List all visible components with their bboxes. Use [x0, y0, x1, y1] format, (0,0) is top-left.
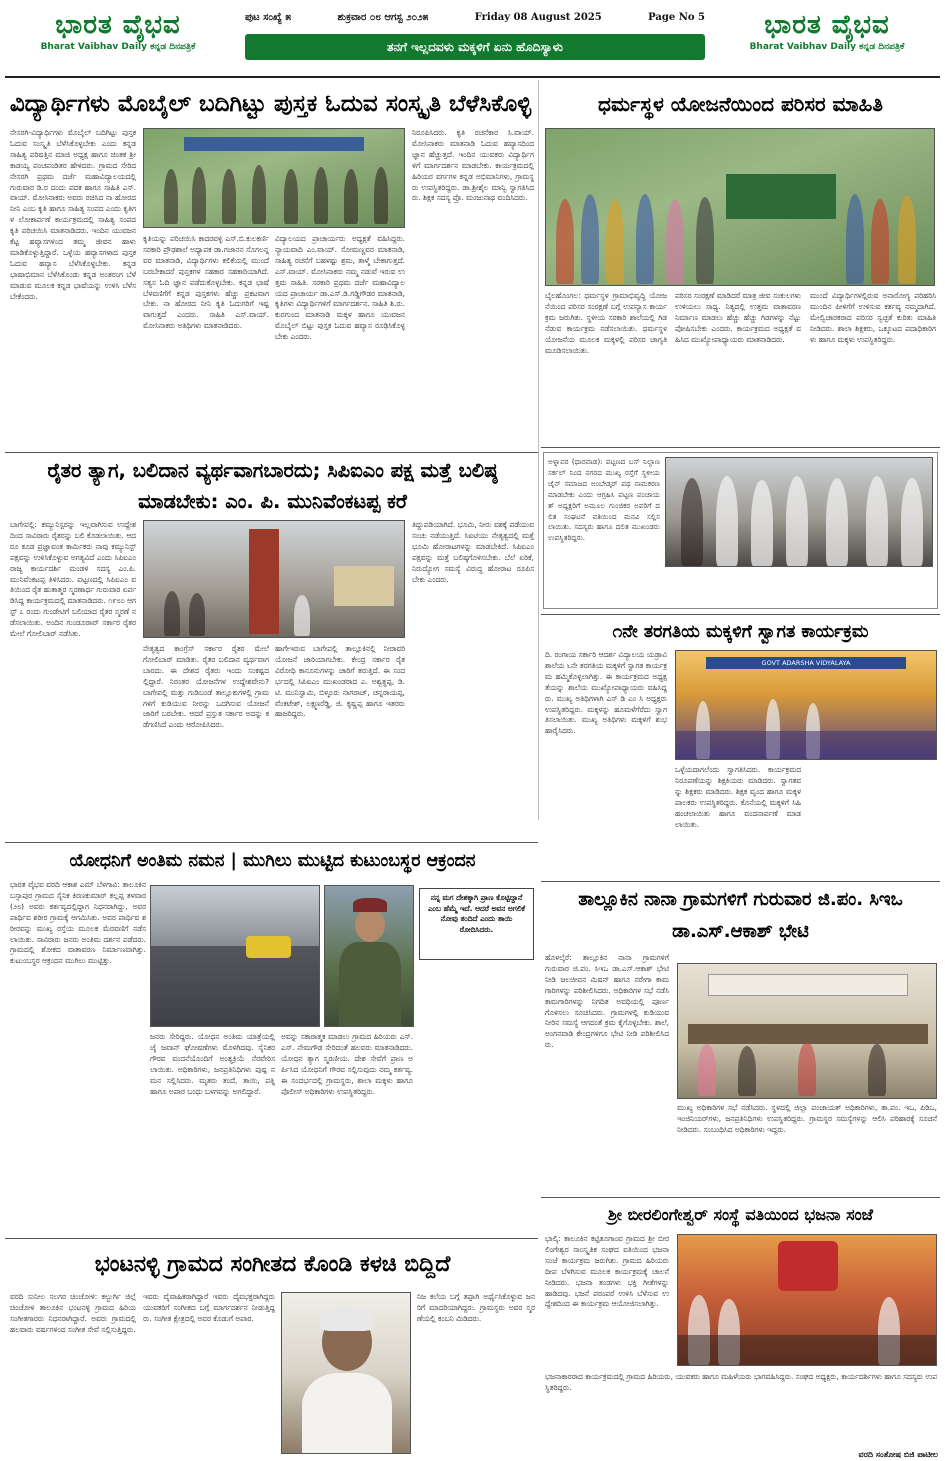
mother-quote: ನನ್ನ ಮಗ ದೇಶಕ್ಕಾಗಿ ಪ್ರಾಣ ಕೊಟ್ಟಿದ್ದಾನೆ ಎಂಬ ಹೆಮ್ಮೆ ಇದೆ. ಆದರೆ ಅವನ ಅಗಲಿಕೆ ನೋವು ತಂದಿದೆ ಎಂದು ತಾಯಿ ರೋದಿಸಿದರು.	[419, 888, 534, 960]
article-8-headline: ಶ್ರೀ ಬೀರಲಿಂಗೇಶ್ವರ್ ಸಂಸ್ಥೆ ವತಿಯಿಂದ ಭಜನಾ ಸಂಜೆ	[607, 1205, 874, 1224]
page-number: Page No 5	[648, 12, 705, 23]
students-crowd	[676, 731, 937, 760]
article-9-headline: ಭಂಟನಳ್ಳಿ ಗ್ರಾಮದ ಸಂಗೀತದ ಕೊಂಡಿ ಕಳಚಿ ಬಿದ್ದಿದೆ	[94, 1252, 451, 1277]
article-1-headline: ವಿದ್ಯಾರ್ಥಿಗಳು ಮೊಬೈಲ್ ಬದಿಗಿಟ್ಟು ಪುಸ್ತಕ ಓದುವ ಸಂಸ್ಕೃತಿ ಬೆಳೆಸಿಕೊಳ್ಳಿ	[9, 91, 532, 117]
article-1-col-3: ವಿದ್ಯಾಲಯದ ಪ್ರಾಚಾರ್ಯರು ಅಧ್ಯಕ್ಷತೆ ವಹಿಸಿದ್ದರು. ನ್ಯಾಯವಾದಿ ಎಂ.ವಾಯ್. ಸೋಮಣ್ಣವರ ಮಾತನಾಡಿ, ಸಾಹಿತ್ಯ ರಚನೆಗೆ ಬಹಳಷ್ಟು ಶ್ರಮ, ತಾಳ್ಮೆ ಬೇಕಾಗುತ್ತದೆ. ಎಸ್.ವಾಯ್. ಮೋಸಿನಾಕರು ನಮ್ಮ ನಡುವೆ ಇರುವ ಉತ್ತಮ ಸಾಹಿತಿ. ಸರಕಾರಿ ಪ್ರಥಮ ದರ್ಜೆ ಮಹಾವಿದ್ಯಾಲಯದ ಪ್ರಾಚಾರ್ಯ ಡಾ.ಎಸ್.ಡಿ.ಗಡ್ಡಿಗೌಡರ ಮಾತನಾಡಿ, ಕೃತಿಗಳು ವಿದ್ಯಾರ್ಥಿಗಳಿಗೆ ಮಾರ್ಗದರ್ಶನ. ಸಾಹಿತಿ ಶಿ.ರು.ಕುರಗುಂದ ಮಾತನಾಡಿ ಮಕ್ಕಳ ಹಾಗೂ ಯುವಜನ ಮೊಬೈಲ್ ಬಿಟ್ಟು ಪುಸ್ತಕ ಓದುವ ಹವ್ಯಾಸ ರೂಢಿಸಿಕೊಳ್ಳಬೇಕು ಎಂದರು.	[275, 234, 405, 342]
soldier-cap	[353, 898, 387, 912]
article-2-col-1: ಬೈಲಹೊಂಗಲ: ಧರ್ಮಸ್ಥಳ ಗ್ರಾಮಾಭಿವೃದ್ಧಿ ಯೋಜನೆಯಿಂದ ಪರಿಸರ ಸಂರಕ್ಷಣೆ ಬಗ್ಗೆ ಉಪನ್ಯಾಸ ಕಾರ್ಯಕ್ರಮ ಜರುಗಿತು. ಸ್ಥಳೀಯ ಸರಕಾರಿ ಶಾಲೆಯಲ್ಲಿ ಗಿಡ ನೆಡುವ ಕಾರ್ಯಕ್ರಮ ನಡೆಸಲಾಯಿತು. ಧರ್ಮಸ್ಥಳ ಯೋಜನೆಯ ಮೂಲಕ ಮಕ್ಕಳಲ್ಲಿ ಪರಿಸರ ಜಾಗೃತಿ ಮೂಡಿಸಲಾಯಿತು.	[545, 291, 667, 355]
article-2-headline: ಧರ್ಮಸ್ಥಳ ಯೋಜನೆಯಿಂದ ಪರಿಸರ ಮಾಹಿತಿ	[598, 92, 883, 116]
article-6-headline: ಯೋಧನಿಗೆ ಅಂತಿಮ ನಮನ | ಮುಗಿಲು ಮುಟ್ಟಿದ ಕುಟುಂಬಸ್ಥರ ಆಕ್ರಂದನ	[69, 851, 476, 871]
section-rule	[5, 842, 538, 843]
section-rule	[541, 447, 940, 448]
stage-banner	[184, 137, 364, 151]
article-1-col-4: ನಿರೂಪಿಸಿದರು. ಕೃತಿ ರಚನೆಕಾರ ಸಿ.ವಾಯ್. ಮೋಸಿನಾಕರು ಮಾತನಾಡಿ ಓದುವ ಹವ್ಯಾಸದಿಂದ ಜ್ಞಾನ ಹೆಚ್ಚುತ್ತದೆ. ಇಂದಿನ ಯುವಕರು ವಿದ್ಯಾರ್ಥಿಗಳಿಗೆ ಮಾರ್ಗದರ್ಶನ ಮಾಡಬೇಕು. ಕಾರ್ಯಕ್ರಮದಲ್ಲಿ ಹಿರಿಯರ ವರ್ಗಗಳ ಕನ್ನಡ ಅಭಿಮಾನಿಗಳು, ಗ್ರಾಮಸ್ಥರು ಉಪಸ್ಥಿತರಿದ್ದರು. ಡಾ.ಶ್ರೀಶೈಲ ಮಾನ್ವಿ ಸ್ವಾಗತಿಸಿದರು. ಶಿಕ್ಷಕ ಸದಸ್ಯ ಪ್ರೊ. ಮಂಜುನಾಥ ವಂದಿಸಿದರು.	[412, 128, 534, 203]
meeting-screen	[708, 974, 908, 996]
article-4-col-1: ಬಾಗೇಪಲ್ಲಿ: ಕಮ್ಯುನಿಸ್ಟರನ್ನು ಇಲ್ಲವಾಗಿಸುವ ಉದ್ದೇಶದಿಂದ ಸಾವಿರಾರು ರೈತರನ್ನು ಬಲಿ ಕೊಡಲಾಯಿತು. ಆದರೂ ಕೂಡ ಪ್ರಜ್ಞಾವಂತ ಕಾರ್ಮಿಕರು ನಾವು ಕಮ್ಯುನಿಸ್ಟ್ ಪಕ್ಷವನ್ನು ಉಳಿಸಿಕೊಳ್ಳುವ ಅಗತ್ಯವಿದೆ ಎಂದು ಸಿಪಿಐಎಂ ರಾಜ್ಯ ಕಾರ್ಯದರ್ಶಿ ಮಂಡಳಿ ಸದಸ್ಯ ಎಂ.ಪಿ. ಮುನಿವೆಂಕಟಪ್ಪ ತಿಳಿಸಿದರು. ಪಟ್ಟಣದಲ್ಲಿ ಸಿಪಿಐಎಂ ವತಿಯಿಂದ ರೈತ ಹುತಾತ್ಮರ ಸ್ಮರಣಾರ್ಥ ಗುರುವಾರ ಏರ್ಪಡಿಸಿದ್ದ ಕಾರ್ಯಕ್ರಮದಲ್ಲಿ ಮಾತನಾಡಿದರು. ೧೯೮೦ ಆಗಸ್ಟ್ ೭ ರಂದು ಗುಂಡೇಟಿಗೆ ಬಲಿಯಾದ ರೈತರ ಸ್ಮರಣೆ ನಡೆಸಲಾಯಿತು. ಅಂದಿನ ಗುಂಡೂರಾವ್ ಸರ್ಕಾರ ರೈತರ ಮೇಲೆ ಗೋಲಿಬಾರ್ ನಡೆಸಿತು.	[10, 520, 136, 639]
article-7-photo	[677, 963, 937, 1099]
article-6-col-1: ಭಾರತ ವೈಭವ ವರದಿ ಆಕಾಶ ಎಮ್ ಬೆಳಗಾವಿ: ತಾಲೂಕಿನ ಬಸ್ಸಾಪುರ ಗ್ರಾಮದ ಸೈನಿಕ ಕಿರಣಕುಮಾರ್ ಕಲ್ಲಪ್ಪ ತಳವಾರ (೨೮) ಅವರು ಕರ್ತವ್ಯದಲ್ಲಿದ್ದಾಗ ನಿಧನರಾಗಿದ್ದು, ಅವರ ಪಾರ್ಥಿವ ಶರೀರ ಗ್ರಾಮಕ್ಕೆ ಆಗಮಿಸಿತು. ಅವರ ಪಾರ್ಥಿವ ಶರೀರವನ್ನು ಮುಖ್ಯ ರಸ್ತೆಯ ಮೂಲಕ ಮೆರವಣಿಗೆ ನಡೆಸಲಾಯಿತು. ಸಾವಿರಾರು ಜನರು ಅಂತಿಮ ದರ್ಶನ ಪಡೆದರು. ಗ್ರಾಮದಲ್ಲಿ ಶೋಕದ ವಾತಾವರಣ ನಿರ್ಮಾಣವಾಗಿತ್ತು. ಕುಟುಂಬಸ್ಥರ ಆಕ್ರಂದನ ಮುಗಿಲು ಮುಟ್ಟಿತ್ತು.	[10, 880, 146, 966]
newspaper-subtitle-right: Bharat Vaibhav Daily ಕನ್ನಡ ದಿನಪತ್ರಿಕೆ	[749, 42, 905, 52]
article-5-col-3	[810, 765, 936, 876]
article-8-col-2: ಭಜನಾಕಾರರಾದ ಕಾರ್ಯಕ್ರಮದಲ್ಲಿ ಗ್ರಾಮದ ಹಿರಿಯರು, ಯುವಕರು ಹಾಗೂ ಮಹಿಳೆಯರು ಭಾಗವಹಿಸಿದ್ದರು. ಸಂಘದ ಅಧ್ಯಕ್ಷರು, ಕಾರ್ಯದರ್ಶಿಗಳು ಹಾಗೂ ಸದಸ್ಯರು ಉಪಸ್ಥಿತರಿದ್ದರು.	[545, 1372, 937, 1392]
masthead-right	[717, 8, 937, 68]
memorial-pillar	[249, 529, 279, 634]
article-7-col-2: ಮುಖ್ಯ ಅಧಿಕಾರಿಗಳ ಸಭೆ ನಡೆಸಿದರು. ಸ್ಥಳದಲ್ಲಿ ಜಿಲ್ಲಾ ಪಂಚಾಯತ್ ಅಧಿಕಾರಿಗಳು, ತಾ.ಪಂ. ಇಒ, ಪಿಡಿಒ, ಇಂಜಿನಿಯರ್‌ಗಳು, ಜನಪ್ರತಿನಿಧಿಗಳು ಉಪಸ್ಥಿತರಿದ್ದರು. ಗ್ರಾಮಸ್ಥರ ಸಮಸ್ಯೆಗಳನ್ನು ಆಲಿಸಿ ಪರಿಹಾರಕ್ಕೆ ಸೂಚನೆ ನೀಡಿದರು. ಸಂಬಂಧಿಸಿದ ಅಧಿಕಾರಿಗಳು ಇದ್ದರು.	[677, 1103, 937, 1134]
meeting-table	[688, 1024, 928, 1044]
soldier-uniform	[339, 942, 401, 1027]
article-2-photo	[545, 128, 935, 286]
article-4-headline: ರೈತರ ತ್ಯಾಗ, ಬಲಿದಾನ ವ್ಯರ್ಥವಾಗಬಾರದು; ಸಿಪಿಐಎಂ ಪಕ್ಷ ಮತ್ತೆ ಬಲಿಷ್ಠ ಮಾಡಬೇಕು: ಎಂ. ಪಿ. ಮುನಿವೆಂಕಟಪ್ಪ ಕರೆ	[47, 459, 498, 513]
memorial-banner	[334, 566, 394, 606]
article-9-col-2: ಇವರು ವೈವಾಹಿಕರಾಗಿದ್ದಾರೆ ಇವರು ದೈವಭಕ್ತರಾಗಿದ್ದರು ಯುವಕರಿಗೆ ಸಂಗೀತದ ಬಗ್ಗೆ ಮಾರ್ಗದರ್ಶನ ನೀಡುತ್ತಿದ್ದರು. ಸಂಗೀತ ಕ್ಷೇತ್ರದಲ್ಲಿ ಅವರ ಕೊಡುಗೆ ಅಪಾರ.	[143, 1292, 275, 1323]
newspaper-subtitle: Bharat Vaibhav Daily ಕನ್ನಡ ದಿನಪತ್ರಿಕೆ	[40, 42, 196, 52]
article-4-col-2: ನೇತೃತ್ವದ ಕಾಂಗ್ರೆಸ್ ಸರ್ಕಾರ ರೈತರ ಮೇಲೆ ಗೋಲಿಬಾರ್ ಮಾಡಿತು. ರೈತರ ಬಲಿದಾನ ವ್ಯರ್ಥವಾಗಬಾರದು. ಈ ದೇಶದ ರೈತರು ಇಂದು ಸಂಕಷ್ಟದಲ್ಲಿದ್ದಾರೆ. ನಿರಂತರ ಯೋಜನೆಗಳ ಉದ್ದೇಶವೇನು? ಬಾಗೇಪಲ್ಲಿ ಮತ್ತು ಗುಡಿಬಂಡೆ ತಾಲ್ಲೂಕುಗಳಲ್ಲಿ ಗ್ರಾಮಗಳಿಗೆ ಕುಡಿಯುವ ನೀರನ್ನು ಒದಗಿಸುವ ಯೋಜನೆ ಜಾರಿಗೆ ಬರಬೇಕು. ಆದರೆ ಪ್ರಸ್ತುತ ಸರ್ಕಾರ ಅದನ್ನು ಕಡೆಗಣಿಸಿದೆ ಎಂದು ಆರೋಪಿಸಿದರು.	[143, 644, 269, 730]
section-rule	[5, 452, 538, 453]
awareness-banner	[726, 174, 836, 219]
header-rule	[5, 76, 940, 78]
article-2-col-3: ಮುಂದೆ ವಿದ್ಯಾರ್ಥಿಗಳಲ್ಲಿರುವ ಅನಾರೋಗ್ಯ ಪರಿಹರಿಸಿ ಮುಂದಿನ ಪೀಳಿಗೆಗೆ ಉಳಿಸುವ ಕರ್ತವ್ಯ ನಮ್ಮದಾಗಿದೆ. ಮೇಲ್ವಿಚಾರಕರಾದ ಪರಿಸರ ಸ್ವಚ್ಛತೆ ಕುರಿತು ಮಾಹಿತಿ ನೀಡಿದರು. ಶಾಲಾ ಶಿಕ್ಷಕರು, ಒಕ್ಕೂಟದ ಪದಾಧಿಕಾರಿಗಳು ಹಾಗೂ ಮಕ್ಕಳು ಉಪಸ್ಥಿತರಿದ್ದರು.	[810, 291, 936, 344]
article-6-col-2: ಜನರು ಸೇರಿದ್ದರು. ಯೋಧನ ಅಂತಿಮ ಯಾತ್ರೆಯಲ್ಲಿ ಜೈ ಜವಾನ್ ಘೋಷಣೆಗಳು ಮೊಳಗಿದವು. ಸೈನಿಕರ ಗೌರವ ವಂದನೆಯೊಂದಿಗೆ ಅಂತ್ಯಕ್ರಿಯೆ ನೆರವೇರಿಸಲಾಯಿತು. ಅಧಿಕಾರಿಗಳು, ಜನಪ್ರತಿನಿಧಿಗಳು ಪುಷ್ಪ ನಮನ ಸಲ್ಲಿಸಿದರು. ಮೃತರು ತಂದೆ, ತಾಯಿ, ಪತ್ನಿ ಹಾಗೂ ಅಪಾರ ಬಂಧು ಬಳಗವನ್ನು ಅಗಲಿದ್ದಾರೆ.	[150, 1032, 275, 1096]
article-9-col-3: ನಿಜ ಕಲೆಯ ಬಗ್ಗೆ ತಪ್ಪಾಗಿ ಅರ್ಥೈಸಿಕೊಳ್ಳುವ ಜನರಿಗೆ ಮಾದರಿಯಾಗಿದ್ದರು. ಗ್ರಾಮಸ್ಥರು ಅವರ ಸ್ಮರಣೆಯಲ್ಲಿ ಕಂಬನಿ ಮಿಡಿದರು.	[417, 1292, 535, 1323]
article-2-col-2: ಪರಿಸರ ಸಂರಕ್ಷಣೆ ಮಾಡಿದರೆ ಮಾತ್ರ ಜೀವ ಸಂಕುಲಗಳು ಉಳಿಯಲು ಸಾಧ್ಯ. ನಿತ್ಯದಲ್ಲಿ ಉತ್ತಮ ವಾತಾವರಣ ನಿರ್ಮಾಣ ಮಾಡಲು ಹೆಚ್ಚು ಹೆಚ್ಚು ಗಿಡಗಳನ್ನು ನೆಟ್ಟು ಪೋಷಿಸಬೇಕು ಎಂದರು. ಕಾರ್ಯಕ್ರಮದ ಅಧ್ಯಕ್ಷತೆ ವಹಿಸಿದ ಮುಖ್ಯೋಪಾಧ್ಯಾಯರು ಮಾತನಾಡಿದರು.	[675, 291, 801, 344]
newspaper-logo-right: ಭಾರತ ವೈಭವ	[764, 10, 890, 40]
portrait-hair	[320, 1307, 374, 1331]
article-4-col-3: ಹಾಗೇಇರುವ ಬಾಗೇಪಲ್ಲಿ ತಾಲ್ಲೂಕಿನಲ್ಲಿ ನೀರಾವರಿ ಯೋಜನೆ ಜಾರಿಯಾಗಬೇಕು. ಕೇಂದ್ರ ಸರ್ಕಾರ ರೈತ ವಿರೋಧಿ ಕಾನೂನುಗಳನ್ನು ಜಾರಿಗೆ ತರುತ್ತಿದೆ. ಈ ಸಂದರ್ಭದಲ್ಲಿ ಸಿಪಿಐಎಂ ಮುಖಂಡರಾದ ಎ. ಅಶ್ವತ್ಥಪ್ಪ, ಡಿ. ಟಿ. ಮುನಿಸ್ವಾಮಿ, ಬಿಳ್ಳೂರು ನಾಗರಾಜ್, ಚನ್ನರಾಯಪ್ಪ, ವೆಂಕಟೇಶ್, ಲಕ್ಷ್ಮಣರೆಡ್ಡಿ, ಜಿ. ಕೃಷ್ಣಪ್ಪ ಹಾಗೂ ಇತರರು ಹಾಜರಿದ್ದರು.	[275, 644, 405, 719]
crowd	[151, 946, 320, 1027]
article-9-portrait	[281, 1292, 411, 1454]
article-4-col-4: ತಿದ್ದುಪಡಿಯಾಗಿದೆ. ಭೂಮಿ, ನೀರು ವಶಕ್ಕೆ ಪಡೆಯುವ ಸಂಚು ನಡೆಯುತ್ತಿದೆ. ಸಿಐಟಿಯು ನೇತೃತ್ವದಲ್ಲಿ ಮತ್ತೆ ಭೂಮಿ ಹೋರಾಟಗಳನ್ನು ಮಾಡಬೇಕಿದೆ. ಸಿಪಿಐಎಂ ಪಕ್ಷವನ್ನು ಮತ್ತೆ ಬಲಿಷ್ಠಗೊಳಿಸಬೇಕು. ಬೆಲೆ ಏರಿಕೆ, ನಿರುದ್ಯೋಗ ಸಮಸ್ಯೆ ವಿರುದ್ಧ ಹೋರಾಟ ರೂಪಿಸಬೇಕು ಎಂದರು.	[412, 520, 534, 584]
school-banner: GOVT ADARSHA VIDYALAYA	[706, 657, 906, 669]
article-6-col-4	[419, 965, 535, 1232]
article-5-photo	[675, 650, 937, 760]
article-8-byline: ವರದಿ ಸಂತೋಷ ಬಿಜಿ ಪಾಟೀಲ	[858, 1450, 938, 1459]
article-8-col-1: ಭಾಲ್ಕಿ: ತಾಲೂಕಿನ ಕಟ್ಟಿತೂಗಾಂವ ಗ್ರಾಮದ ಶ್ರೀ ಬೀರಲಿಂಗೇಶ್ವರ ಸಾಂಸ್ಕೃತಿಕ ಸಂಘದ ವತಿಯಿಂದ ಭಜನಾ ಸಂಜೆ ಕಾರ್ಯಕ್ರಮ ಜರುಗಿತು. ಗ್ರಾಮದ ಹಿರಿಯರು ದೀಪ ಬೆಳಗಿಸುವ ಮೂಲಕ ಕಾರ್ಯಕ್ರಮಕ್ಕೆ ಚಾಲನೆ ನೀಡಿದರು. ಭಜನಾ ತಂಡಗಳು ಭಕ್ತಿ ಗೀತೆಗಳನ್ನು ಹಾಡಿದವು. ಭಜನೆ ಪರಂಪರೆ ಉಳಿಸಿ ಬೆಳೆಸುವ ಉದ್ದೇಶದಿಂದ ಈ ಕಾರ್ಯಕ್ರಮ ಆಯೋಜಿಸಲಾಗಿತ್ತು.	[545, 1234, 669, 1309]
kannada-date: ಶುಕ್ರವಾರ ೦೮ ಆಗಸ್ಟ ೨೦೨೫	[337, 12, 429, 23]
newspaper-logo: ಭಾರತ ವೈಭವ	[55, 10, 181, 40]
audience	[678, 1335, 937, 1366]
section-rule	[541, 614, 940, 615]
article-4-photo	[143, 520, 405, 638]
section-rule	[541, 1197, 940, 1198]
section-rule	[5, 1238, 538, 1239]
article-1-col-1: ನೇಸರಗಿ-ವಿದ್ಯಾರ್ಥಿಗಳು ಮೊಬೈಲ್ ಬದಿಗಿಟ್ಟು ಪುಸ್ತಕ ಓದುವ ಸಂಸ್ಕೃತಿ ಬೆಳೆಸಿಕೊಳ್ಳಬೇಕು ಎಂದು ಕನ್ನಡ ಸಾಹಿತ್ಯ ಪರಿಷತ್ತಿನ ಮಾಜಿ ಅಧ್ಯಕ್ಷ ಹಾಗೂ ಚಿಂತಕ ಶ್ರೀ ಕಾಡಯ್ಯ ಪಂಚಪಂಡಿತರ ಹೇಳಿದರು. ಗ್ರಾಮದ ಸೇರಿದ ನೇಸರಗಿ ಪ್ರಥಮ ದರ್ಜೆ ಮಹಾವಿದ್ಯಾಲಯದಲ್ಲಿ ಗುರುವಾರ ಡಿ.ರ ದಂದು ಪದಕ ಹಾಗೂ ಸಾಹಿತಿ ಎಸ್.ವಾಯ್. ಮೋಸಿನಾಕರು ಅವರು ರಚಿಸಿದ ನಾ ಹೋರದ ನೀನಿ ಎಂಬ ಕೃತಿ ಹಾಗೂ ಸಾಹಿತ್ಯ ಸಂಪದ ಎಂದು ಕೃತಿಗಳ ಲೋಕಾರ್ಪಣೆ ಕಾರ್ಯಕ್ರಮದಲ್ಲಿ ಸಾಹಿತ್ಯ ಸಂಪದ ಕೃತಿ ಪರಿಚಯಿಸಿ ಮಾತನಾಡಿದರು. ಇಂದಿನ ಯುವಜನ ಕೆಟ್ಟ ಹವ್ಯಾಸಗಳಿಂದ ತಮ್ಮ ಜೀವನ ಹಾಳು ಮಾಡಿಕೊಳ್ಳುತ್ತಿದ್ದಾರೆ. ಒಳ್ಳೆಯ ಹವ್ಯಾಸಗಳಾದ ಪುಸ್ತಕ ಓದುವ ಹವ್ಯಾಸ ಬೆಳೆಸಿಕೊಳ್ಳಬೇಕು. ಕನ್ನಡ ಭಾಷಾಭಿಮಾನ ಬೆಳೆಸಿಕೊಂಡು ಕನ್ನಡ ಅಂತರಂಗ ಬೆಳೆ ಮಾಡುವ ಮೂಲಕ ಕನ್ನಡ ಭಾಷೆಯನ್ನು ಉಳಿಸಿ ಬೆಳೆಸಬೇಕೆಂದರು.	[10, 128, 136, 301]
article-5-col-2: ಒಳ್ಳೆಯದಾಗಲೆಂದು ಸ್ವಾಗತಿಸಿದರು. ಕಾರ್ಯಕ್ರಮದ ನಿರೂಪಣೆಯನ್ನು ಶಿಕ್ಷಕಿಯರು ಮಾಡಿದರು. ಸ್ವಾಗತವನ್ನು ಶಿಕ್ಷಕರು ಮಾಡಿದರು. ಶಿಕ್ಷಕ ವೃಂದ ಹಾಗೂ ಮಕ್ಕಳ ಪಾಲಕರು ಉಪಸ್ಥಿತರಿದ್ದರು. ಕೊನೆಯಲ್ಲಿ ಮಕ್ಕಳಿಗೆ ಸಿಹಿ ಹಂಚಲಾಯಿತು ಹಾಗೂ ವಂದನಾರ್ಪಣೆ ಮಾಡಲಾಯಿತು.	[675, 765, 801, 829]
article-7-headline: ತಾಲ್ಲೂಕಿನ ನಾನಾ ಗ್ರಾಮಗಳಿಗೆ ಗುರುವಾರ ಜಿ.ಪಂ. ಸಿಇಒ ಡಾ.ಎಸ್.ಆಕಾಶ್ ಭೇಟಿ	[578, 889, 903, 942]
article-3-caption: ಅಳ್ನಾವರ (ಧಾರವಾಡ): ಪಟ್ಟಣದ ಬಸ್ ನಿಲ್ದಾಣ ಸರ್ಕಲ್ ನಿಂದ ನಗರದ ಮುಖ್ಯ ರಸ್ತೆಗೆ ಸ್ಥಳೀಯ ಜೈನ್ ಸಮಾಜದ ಅಂಬೇಡ್ಕರ್ ಪಥ ನಾಮಕರಣ ಮಾಡಬೇಕು ಎಂದು ಆಗ್ರಹಿಸಿ ಪಟ್ಟಣ ಪಂಚಾಯತ್ ಅಧ್ಯಕ್ಷರಿಗೆ ಅಮೂಲ ಗುಂಜಿಕರ ಅವರಿಗೆ ದಲಿತ ಸಂಘಟನೆ ವತಿಯಿಂದ ಮನವಿ ಸಲ್ಲಿಸಲಾಯಿತು. ಸದಸ್ಯರು ಹಾಗೂ ದಲಿತ ಮುಖಂಡರು ಉಪಸ್ಥಿತರಿದ್ದರು.	[548, 457, 660, 543]
article-6-soldier-photo	[324, 885, 414, 1027]
tagline-banner: ತನಗೆ ಇಲ್ಲದವಳು ಮಕ್ಕಳಿಗೆ ಏನು ಹೊದಿಸ್ಯಾಳು	[245, 34, 705, 60]
masthead-left	[8, 8, 228, 68]
article-1-photo	[143, 128, 405, 228]
article-5-col-1: ದಿ. ರಂಗಾಯ ಸರ್ಕಾರಿ ಆದರ್ಶ ವಿದ್ಯಾಲಯ ಯಡ್ರಾವಿ ಶಾಲೆಯ ೬ನೇ ತರಗತಿಯ ಮಕ್ಕಳಿಗೆ ಸ್ವಾಗತ ಕಾರ್ಯಕ್ರಮ ಹಮ್ಮಿಕೊಳ್ಳಲಾಗಿತ್ತು. ಈ ಕಾರ್ಯಕ್ರಮದ ಅಧ್ಯಕ್ಷತೆಯನ್ನು ಶಾಲೆಯ ಮುಖ್ಯೋಪಾಧ್ಯಾಯರು ವಹಿಸಿದ್ದರು. ಮುಖ್ಯ ಅತಿಥಿಗಳಾಗಿ ಎಸ್ ಡಿ ಎಂ ಸಿ ಅಧ್ಯಕ್ಷರು ಉಪಸ್ಥಿತರಿದ್ದರು. ಮಕ್ಕಳನ್ನು ಹೂಮಳೆಗೆರೆದು ಸ್ವಾಗತಿಸಲಾಯಿತು. ಮುಖ್ಯ ಅತಿಥಿಗಳು ಮಕ್ಕಳಿಗೆ ಶುಭ ಹಾರೈಸಿದರು.	[545, 650, 667, 736]
article-3-caption-continued	[548, 570, 933, 606]
altar	[778, 1241, 838, 1291]
english-date: Friday 08 August 2025	[474, 12, 602, 23]
article-9-col-1: ವರದಿ ಸುನೀಲ ಸಲಗರ ಚಿಂಚೋಳಿ: ಕಲ್ಬುರ್ಗಿ ಜಿಲ್ಲೆ ಚಿಂಚೋಳಿ ತಾಲೂಕಿನ ಭಂಟನಳ್ಳಿ ಗ್ರಾಮದ ಹಿರಿಯ ಸಂಗೀತಗಾರರು ನಿಧನರಾಗಿದ್ದಾರೆ. ಅವರು ಗ್ರಾಮದಲ್ಲಿ ಹಲವಾರು ವರ್ಷಗಳಿಂದ ಸಂಗೀತ ಸೇವೆ ಸಲ್ಲಿಸುತ್ತಿದ್ದರು.	[10, 1292, 136, 1334]
article-1-col-2: ಕೃತಿಯನ್ನು ಪರಿಚಯಿಸಿ ಕಾದರವಳ್ಳಿ ಎಸ್.ಬಿ.ಕುಲಕರ್ಣಿ ಸರಕಾರಿ ಪ್ರೌಢಶಾಲೆ ಅಧ್ಯಾಪಕ ಡಾ.ಗಜಾನನ ಸೊಗಲನ್ನವರ ಮಾತನಾಡಿ, ವಿದ್ಯಾರ್ಥಿಗಳು ಕಲಿಕೆಯಲ್ಲಿ ಮುಂದೆ ಬರಬೇಕಾದರೆ ಪುಸ್ತಕಗಳ ಸಹಕಾರ ಸಹಕಾರಿಯಾಗಿದೆ. ಸತ್ಯಸ ಓದಿ ಜ್ಞಾನ ಪಡೆದುಕೊಳ್ಳಬೇಕು. ಕನ್ನಡ ಭಾಷೆ ಬೆಳವಣಿಗೆಗೆ ಕನ್ನಡ ಪುಸ್ತಕಗಳು ಹೆಚ್ಚು ಪ್ರಕಟವಾಗಬೇಕು. ನಾ ಹೋರದ ನೀನಿ ಕೃತಿ ಓದುಗರಿಗೆ ಇಷ್ಟವಾಗುತ್ತದೆ ಎಂದರು. ಸಾಹಿತಿ ಎಸ್.ವಾಯ್. ಮೋಸಿನಾಕರು ಅತಿಥಿಗಳು ಮಾತನಾಡಿದರು.	[143, 234, 269, 331]
article-3-photo	[665, 457, 933, 567]
vehicle	[246, 936, 291, 958]
page-count: ಪುಟ ಸಂಖ್ಯೆ ೫	[245, 12, 292, 23]
article-6-crowd-photo	[150, 885, 320, 1027]
article-5-headline: ೧ನೇ ತರಗತಿಯ ಮಕ್ಕಳಿಗೆ ಸ್ವಾಗತ ಕಾರ್ಯಕ್ರಮ	[612, 622, 869, 642]
article-6-col-3: ಅವನ್ನು ಸಕಾರಾತ್ಮಕ ಮಾಡಲು ಗ್ರಾಮದ ಹಿರಿಯರು ಎಸ್.ಎಸ್. ನೇಮಗೌಡ ಸೇರಿದಂತೆ ಹಲವರು ಮಾತನಾಡಿದರು. ಯೋಧನ ತ್ಯಾಗ ಸ್ಮರಣೀಯ. ದೇಶ ಸೇವೆಗೆ ಪ್ರಾಣ ಅರ್ಪಿಸಿದ ಯೋಧನಿಗೆ ಗೌರವ ಸಲ್ಲಿಸುವುದು ನಮ್ಮ ಕರ್ತವ್ಯ. ಈ ಸಂದರ್ಭದಲ್ಲಿ ಗ್ರಾಮಸ್ಥರು, ಶಾಲಾ ಮಕ್ಕಳು ಹಾಗೂ ಪೊಲೀಸ್ ಅಧಿಕಾರಿಗಳು ಉಪಸ್ಥಿತರಿದ್ದರು.	[281, 1032, 413, 1096]
portrait-shirt	[302, 1373, 392, 1454]
soldier-face	[355, 908, 385, 942]
article-8-photo	[677, 1234, 937, 1366]
column-divider	[538, 80, 539, 820]
issue-info	[245, 12, 705, 30]
article-7-col-1: ಹೊಳಲ್ಕೆರೆ: ತಾಲ್ಲೂಕಿನ ನಾನಾ ಗ್ರಾಮಗಳಿಗೆ ಗುರುವಾರ ಜಿ.ಪಂ. ಸಿಇಒ ಡಾ.ಎಸ್.ಆಕಾಶ್ ಭೇಟಿ ನೀಡಿ ಜಲಜೀವನ ಮಿಷನ್ ಹಾಗೂ ನರೇಗಾ ಕಾಮಗಾರಿಗಳನ್ನು ಪರಿಶೀಲಿಸಿದರು. ಅಧಿಕಾರಿಗಳ ಸಭೆ ನಡೆಸಿ ಕಾಮಗಾರಿಗಳನ್ನು ನಿಗದಿತ ಅವಧಿಯಲ್ಲಿ ಪೂರ್ಣಗೊಳಿಸಲು ಸೂಚಿಸಿದರು. ಗ್ರಾಮಗಳಲ್ಲಿ ಕುಡಿಯುವ ನೀರಿನ ಸಮಸ್ಯೆ ಆಗದಂತೆ ಕ್ರಮ ಕೈಗೊಳ್ಳಬೇಕು. ಶಾಲೆ, ಅಂಗನವಾಡಿ ಕೇಂದ್ರಗಳಿಗೂ ಭೇಟಿ ನೀಡಿ ಪರಿಶೀಲಿಸಿದರು.	[545, 953, 669, 1050]
section-rule	[541, 881, 940, 882]
